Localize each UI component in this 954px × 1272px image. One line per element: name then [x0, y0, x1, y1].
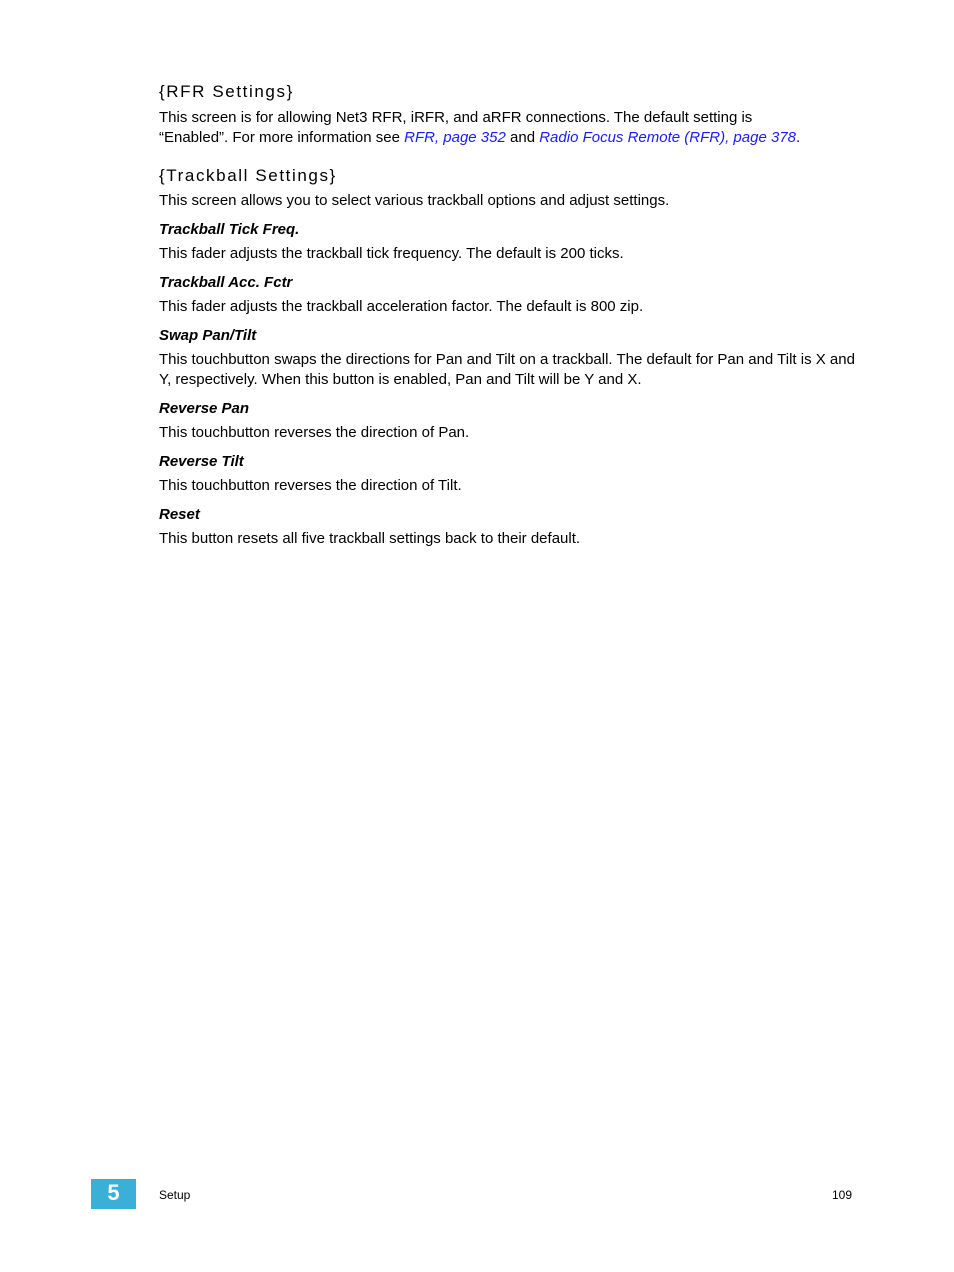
tick-freq-desc: This fader adjusts the trackball tick frequency. The default is 200 ticks. — [159, 245, 624, 262]
acc-fctr-desc: This fader adjusts the trackball acceleration factor. The default is 800 zip. — [159, 298, 644, 315]
rfr-text-line2: “Enabled”. For more information see — [159, 129, 405, 146]
reverse-tilt-title: Reverse Tilt — [159, 453, 244, 470]
radio-focus-remote-link[interactable]: Radio Focus Remote (RFR), page 378 — [539, 129, 796, 146]
reset-title: Reset — [159, 506, 200, 523]
rfr-settings-heading: {RFR Settings} — [159, 82, 294, 101]
rfr-text-end: . — [796, 129, 801, 146]
page-content — [159, 80, 859, 549]
rfr-page-link[interactable]: RFR, page 352 — [404, 129, 506, 146]
acc-fctr-title: Trackball Acc. Fctr — [159, 274, 293, 291]
chapter-label: Setup — [159, 1188, 191, 1202]
chapter-number-badge: 5 — [91, 1179, 136, 1209]
trackball-settings-heading: {Trackball Settings} — [159, 166, 337, 185]
reverse-tilt-desc: This touchbutton reverses the direction of Tilt. — [159, 477, 462, 494]
page-number: 109 — [831, 1188, 852, 1202]
tick-freq-title: Trackball Tick Freq. — [159, 221, 300, 238]
rfr-text-and: and — [505, 129, 540, 146]
rfr-text-line1: This screen is for allowing Net3 RFR, iRFR, and aRFR connections. The default setting is — [159, 109, 753, 126]
swap-pan-tilt-desc: This touchbutton swaps the directions for Pan and Tilt on a trackball. The default for Pan and Tilt is X and Y, respectively. When this button is enabled, Pan and Tilt will be Y and X. — [159, 351, 855, 388]
reverse-pan-desc: This touchbutton reverses the direction of Pan. — [159, 424, 470, 441]
trackball-intro: This screen allows you to select various trackball options and adjust settings. — [159, 192, 670, 209]
swap-pan-tilt-title: Swap Pan/Tilt — [159, 327, 257, 344]
rfr-settings-description — [159, 108, 859, 148]
reset-desc: This button resets all five trackball settings back to their default. — [159, 530, 581, 547]
reverse-pan-title: Reverse Pan — [159, 400, 250, 417]
